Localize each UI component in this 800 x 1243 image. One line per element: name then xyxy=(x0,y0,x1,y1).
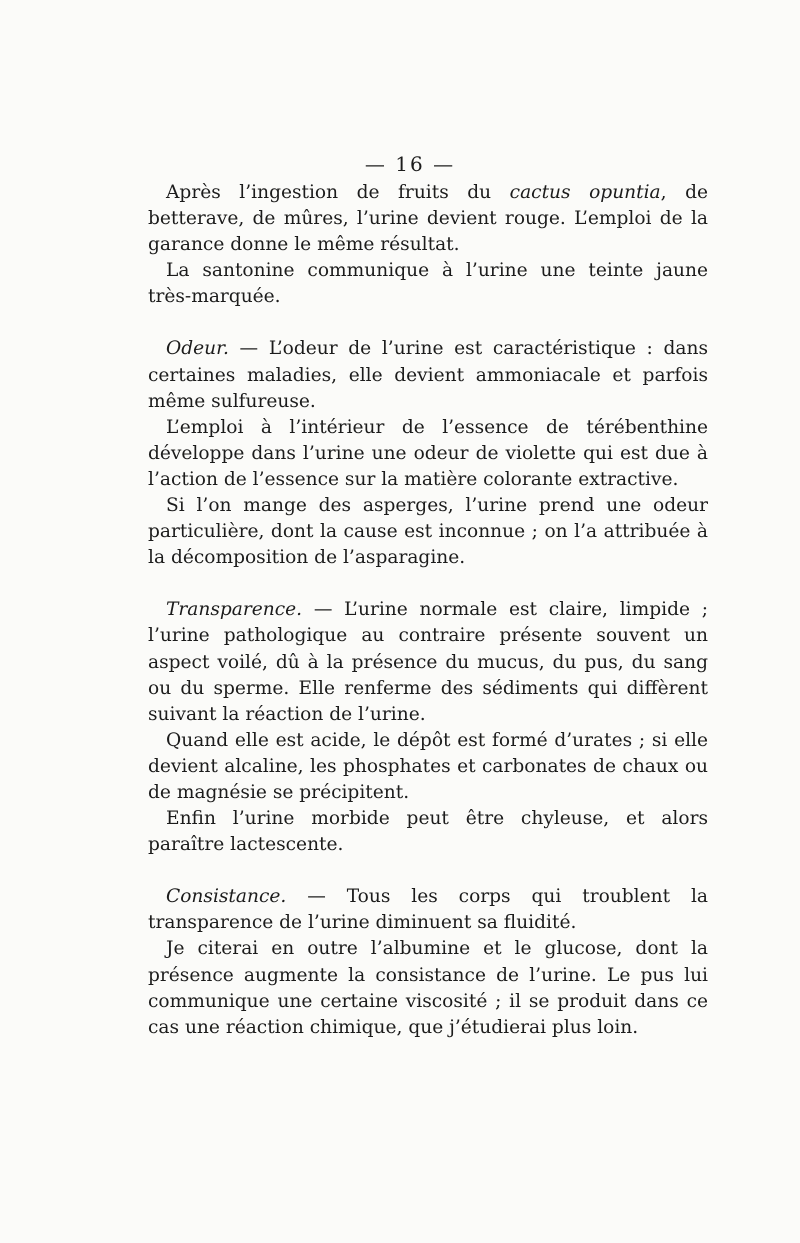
paragraph-2: La santonine communique à l’urine une teinte jaune très-marquée. xyxy=(148,260,708,308)
paragraph-consistance: Consistance. — Tous les corps qui troublent la transparence de l’urine diminuent sa fluidité. xyxy=(148,886,708,934)
page-number: — 16 — xyxy=(364,152,456,176)
paragraph-7: Quand elle est acide, le dépôt est formé d’urates ; si elle devient alcaline, les phosphates et carbonates de chaux ou de magnésie se précipitent. xyxy=(148,729,708,803)
body-text xyxy=(148,180,708,1041)
section-heading-consistance: Consistance. xyxy=(166,886,287,908)
species-name: cactus opuntia xyxy=(509,182,661,203)
paragraph-10: Je citerai en outre l’albumine et le glucose, dont la présence augmente la consistance de l’urine. Le pus lui communique une certaine viscosité ; il se produit dans ce cas une réaction chimique, que j’étudierai plus loin. xyxy=(148,938,708,1038)
paragraph-transparence: Transparence. — L’urine normale est claire, limpide ; l’urine pathologique au contraire présente souvent un aspect voilé, dû à la présence du mucus, du pus, du sang ou du sperme. Elle renferme des sédiments qui diffèrent suivant la réaction de l’urine. xyxy=(148,599,708,725)
paragraph-4: L’emploi à l’intérieur de l’essence de térébenthine développe dans l’urine une odeur de violette qui est due à l’action de l’essence sur la matière colorante extractive. xyxy=(148,416,708,490)
paragraph-5: Si l’on mange des asperges, l’urine prend une odeur particulière, dont la cause est inconnue ; on l’a attribuée à la décomposition de l’asparagine. xyxy=(148,495,708,569)
section-heading-transparence: Transparence. xyxy=(166,599,303,621)
section-heading-odeur: Odeur. xyxy=(166,338,229,360)
paragraph-odeur: Odeur. — L’odeur de l’urine est caractéristique : dans certaines maladies, elle devient ammoniacale et parfois même sulfureuse. xyxy=(148,338,708,412)
paragraph-1: Après l’ingestion de fruits du cactus opuntia, de betterave, de mûres, l’urine devient rouge. L’emploi de la garance donne le même résultat. xyxy=(148,182,708,256)
paragraph-8: Enfin l’urine morbide peut être chyleuse, et alors paraître lactescente. xyxy=(148,808,708,856)
